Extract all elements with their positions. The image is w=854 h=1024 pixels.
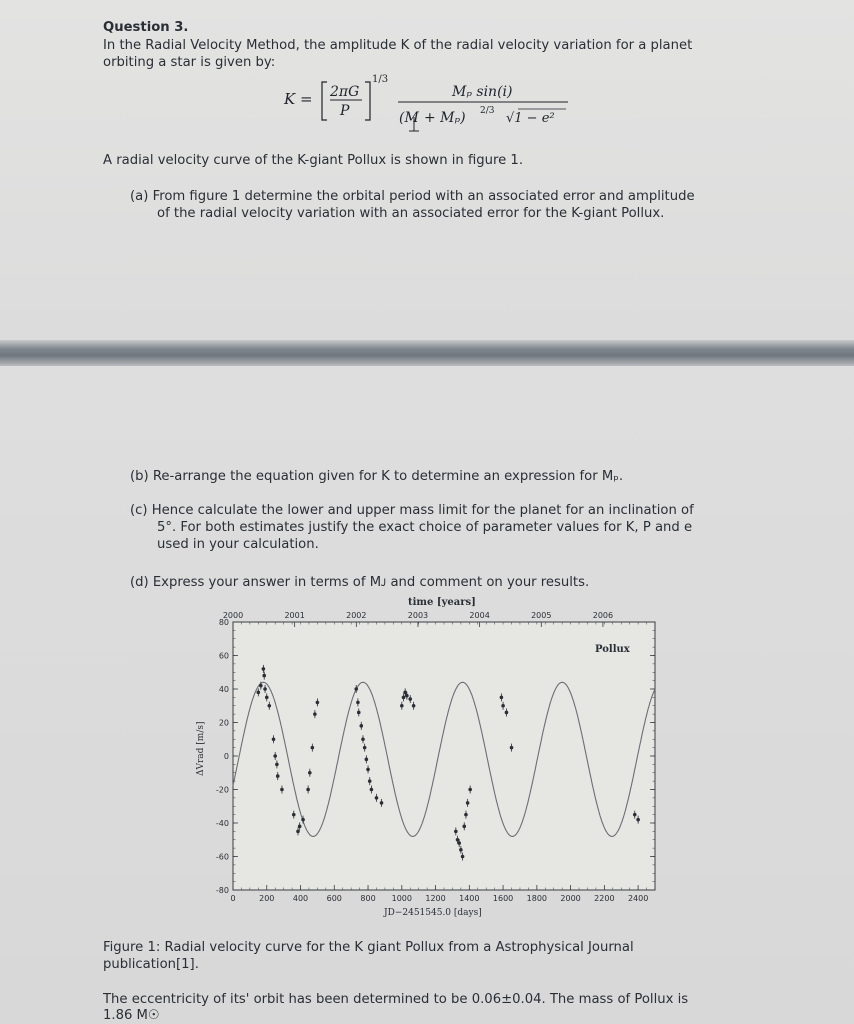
formula-exponent: 1/3 [372, 74, 389, 85]
x-tick-label: 2000 [560, 894, 581, 903]
data-point [361, 737, 365, 741]
data-point [412, 704, 416, 708]
top-tick-label: 2000 [222, 611, 244, 620]
data-point [308, 771, 312, 775]
data-point [368, 779, 372, 783]
data-point [273, 754, 277, 758]
x-tick-label: 600 [326, 894, 342, 903]
radial-velocity-figure [185, 592, 685, 932]
data-point [370, 788, 374, 792]
x-tick-label: 1400 [459, 894, 480, 903]
data-point [510, 746, 514, 750]
data-point [313, 712, 317, 716]
data-point [464, 813, 468, 817]
data-point [272, 737, 276, 741]
data-point [365, 758, 369, 762]
top-tick-label: 2004 [469, 611, 490, 620]
data-point [468, 788, 472, 792]
x-tick-label: 2200 [594, 894, 615, 903]
x-tick-label: 1600 [492, 894, 514, 903]
y-tick-label: 0 [223, 752, 229, 761]
data-point [462, 825, 466, 829]
x-tick-label: 1000 [391, 894, 412, 903]
part-a-line-2: of the radial velocity variation with an associated error for the K-giant Pollux. [157, 206, 665, 221]
figure-caption-line-2: publication[1]. [103, 957, 199, 972]
data-point [316, 701, 320, 705]
top-tick-label: 2002 [346, 611, 367, 620]
data-point [311, 746, 315, 750]
data-point [280, 788, 284, 792]
top-tick-label: 2005 [531, 611, 552, 620]
data-point [454, 830, 458, 834]
top-tick-label: 2006 [592, 611, 614, 620]
y-tick-label: -20 [215, 785, 229, 795]
x-tick-label: 400 [292, 894, 309, 903]
data-point [276, 774, 280, 778]
data-point [296, 830, 300, 834]
part-c-line-1: (c) Hence calculate the lower and upper mass limit for the planet for an inclination of [130, 503, 694, 518]
chart-title: Pollux [595, 644, 630, 655]
data-point [400, 704, 404, 708]
y-tick-label: 60 [218, 651, 229, 661]
formula-numerator: Mₚ sin(i) [452, 84, 513, 100]
data-point [262, 667, 266, 671]
y-tick-label: -80 [215, 886, 229, 895]
x-axis-label: JD−2451545.0 [days] [384, 908, 482, 918]
data-point [505, 711, 509, 715]
x-tick-label: 1800 [526, 894, 548, 903]
x-tick-label: 0 [230, 894, 236, 903]
y-tick-label: -40 [215, 819, 229, 828]
y-tick-label: -60 [215, 852, 229, 862]
data-point [265, 696, 269, 700]
formula-lhs: K = [284, 90, 313, 108]
data-point [636, 818, 640, 822]
data-point [461, 855, 465, 859]
part-d: (d) Express your answer in terms of Mᴊ and comment on your results. [130, 575, 590, 590]
eccentricity-line-1: The eccentricity of its' orbit has been determined to be 0.06±0.04. The mass of Pollux is [103, 992, 689, 1007]
data-point [359, 724, 363, 728]
data-point [306, 788, 310, 792]
data-point [263, 687, 267, 691]
data-point [459, 848, 463, 852]
formula-denominator-sqrt: √1 − e² [506, 111, 555, 126]
intro-line-1: In the Radial Velocity Method, the amplitude K of the radial velocity variation for a planet [103, 38, 693, 53]
data-point [375, 796, 379, 800]
data-point [380, 801, 384, 805]
data-point [456, 838, 460, 842]
y-tick-label: 20 [218, 718, 229, 728]
part-c-line-2: 5°. For both estimates justify the exact choice of parameter values for K, P and e [157, 520, 693, 535]
question-title: Question 3. [103, 20, 189, 35]
x-tick-label: 1200 [425, 894, 446, 903]
figure-caption-line-1: Figure 1: Radial velocity curve for the K giant Pollux from a Astrophysical Journal [103, 940, 634, 955]
data-point [257, 691, 261, 695]
formula-bracket-denominator: P [340, 103, 350, 119]
data-point [275, 763, 279, 767]
y-tick-label: 40 [218, 685, 229, 694]
data-point [354, 687, 358, 691]
data-point [298, 825, 302, 829]
data-point [408, 697, 412, 701]
data-point [366, 768, 370, 772]
radial-velocity-chart [185, 592, 685, 932]
formula-denominator-exponent: 2/3 [480, 106, 495, 116]
intro-line-2: orbiting a star is given by: [103, 55, 276, 70]
data-point [501, 704, 505, 708]
plot-area [233, 622, 655, 890]
y-axis-label: ΔVrad [m/s] [196, 721, 206, 776]
data-point [301, 818, 305, 822]
page-divider-bar [0, 340, 854, 366]
data-point [262, 674, 266, 678]
data-point [363, 746, 367, 750]
data-point [403, 691, 407, 695]
top-axis-label: time [years] [408, 597, 476, 608]
part-a-line-1: (a) From figure 1 determine the orbital period with an associated error and amplitude [130, 189, 695, 204]
data-point [356, 701, 360, 705]
data-point [466, 801, 470, 805]
x-tick-label: 800 [360, 894, 376, 903]
curve-sentence: A radial velocity curve of the K-giant Pollux is shown in figure 1. [103, 153, 524, 168]
x-tick-label: 200 [259, 894, 275, 903]
formula-denominator-a: (M [399, 110, 419, 126]
data-point [357, 711, 361, 715]
data-point [259, 684, 263, 688]
data-point [500, 696, 504, 700]
data-point [457, 841, 461, 845]
part-b: (b) Re-arrange the equation given for K to determine an expression for Mₚ. [130, 469, 624, 484]
formula-denominator-b: + Mₚ) [424, 110, 466, 126]
formula-bracket-numerator: 2πG [330, 84, 360, 100]
data-point [633, 813, 637, 817]
y-tick-label: 80 [218, 618, 229, 627]
data-point [405, 694, 409, 698]
top-tick-label: 2001 [284, 611, 305, 620]
radial-velocity-formula [0, 0, 854, 140]
eccentricity-line-2: 1.86 M☉ [103, 1008, 160, 1023]
data-point [402, 696, 406, 700]
data-point [267, 704, 271, 708]
top-tick-label: 2003 [407, 611, 429, 620]
part-c-line-3: used in your calculation. [157, 537, 319, 552]
x-tick-label: 2400 [627, 894, 649, 903]
data-point [292, 813, 296, 817]
